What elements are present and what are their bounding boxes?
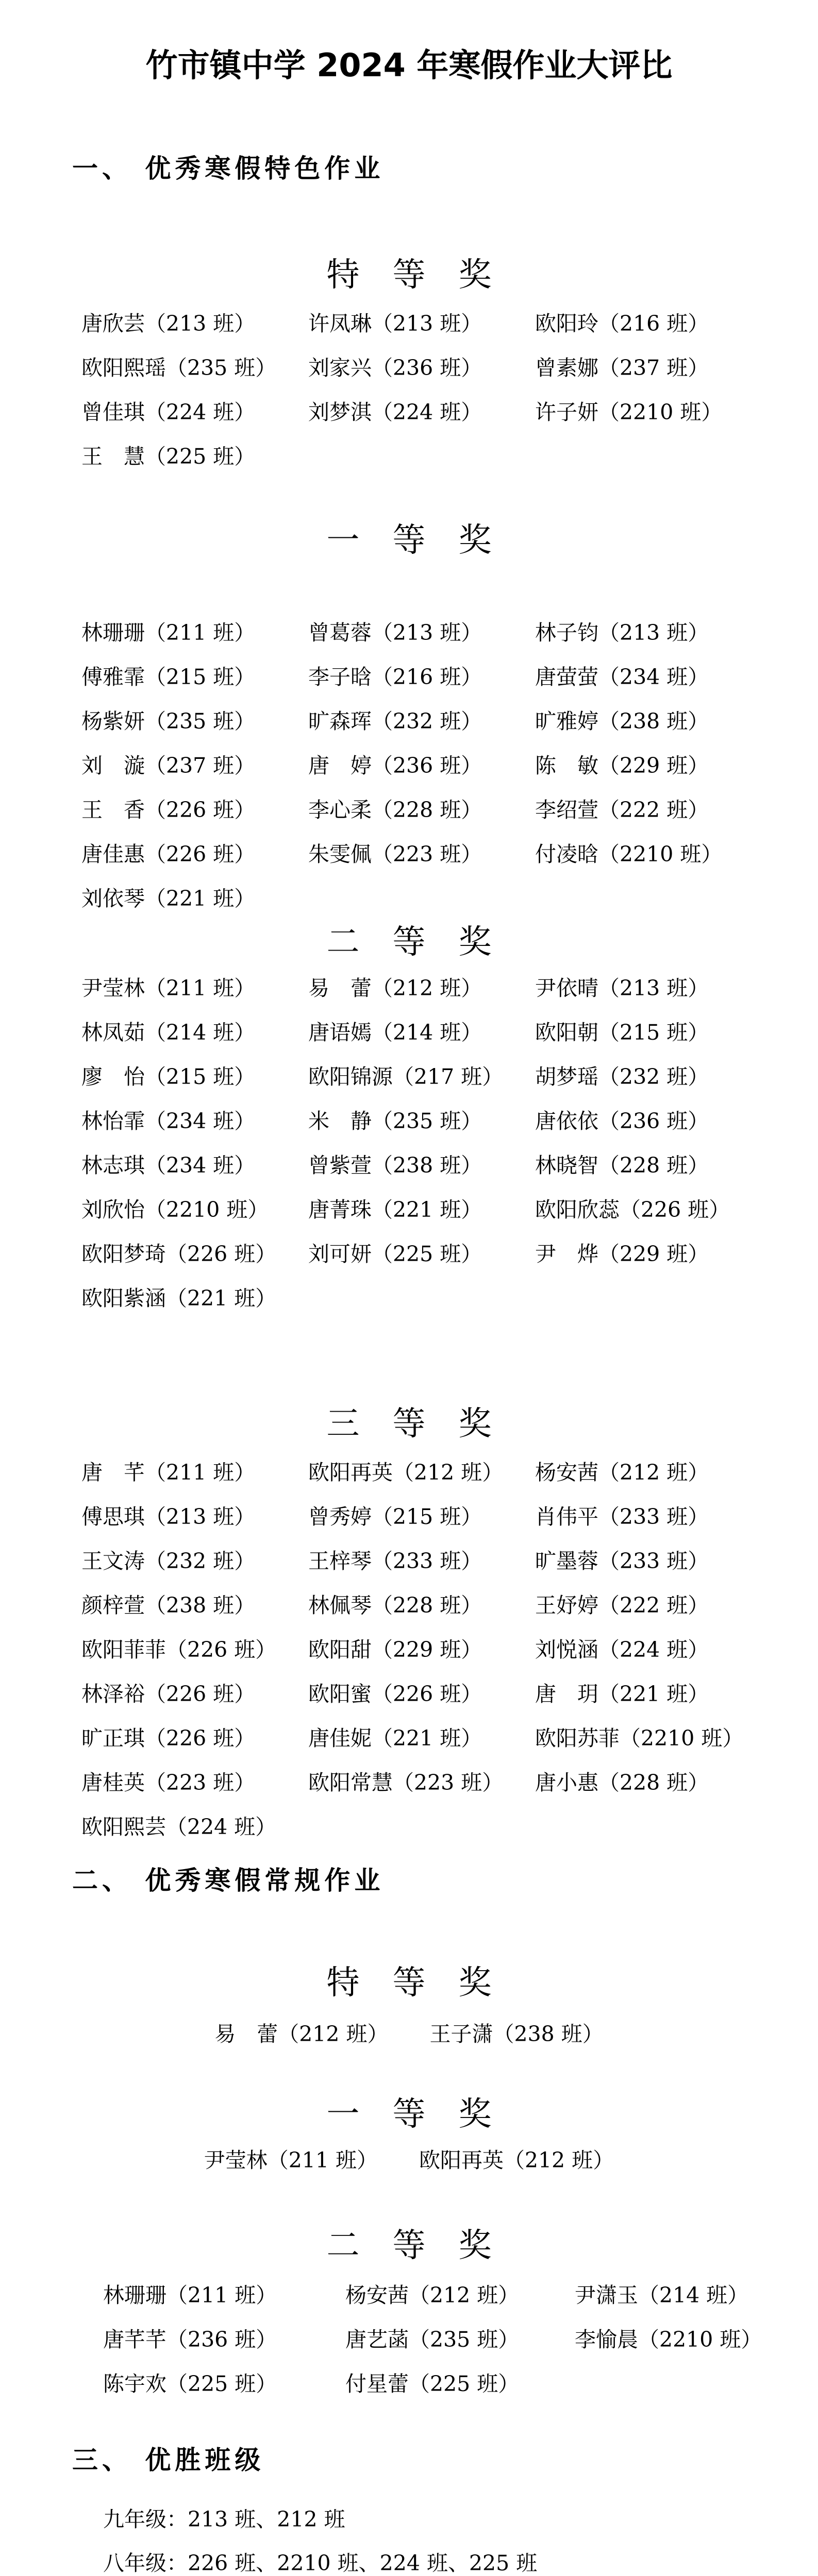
award-name: 颜梓萱（238 班） xyxy=(81,1593,256,1618)
award-name: 旷雅婷（238 班） xyxy=(535,709,709,734)
award-name: 林珊珊（211 班） xyxy=(103,2283,277,2308)
s1-special-award-title: 特等奖 xyxy=(326,256,525,294)
award-name: 欧阳蜜（226 班） xyxy=(308,1682,482,1706)
award-name: 易 蕾（212 班） xyxy=(214,2022,389,2046)
award-name: 唐语嫣（214 班） xyxy=(308,1020,482,1045)
award-name: 欧阳熙瑶（235 班） xyxy=(81,355,277,380)
award-name: 王梓琴（233 班） xyxy=(308,1549,482,1573)
award-name: 唐芊芊（236 班） xyxy=(103,2327,277,2352)
award-name: 林泽裕（226 班） xyxy=(81,1682,256,1706)
award-name: 米 静（235 班） xyxy=(308,1109,482,1133)
award-name: 刘悦涵（224 班） xyxy=(535,1637,709,1662)
award-name: 陈宇欢（225 班） xyxy=(103,2371,277,2396)
grade-line-8: 八年级：226 班、2210 班、224 班、225 班 xyxy=(103,2551,538,2575)
award-name: 尹依晴（213 班） xyxy=(535,976,709,1001)
s1-first-award-list xyxy=(81,611,762,921)
award-name: 欧阳苏菲（2210 班） xyxy=(535,1726,744,1751)
s1-special-award-list xyxy=(81,301,762,479)
award-name: 欧阳甜（229 班） xyxy=(308,1637,482,1662)
award-name: 许子妍（2210 班） xyxy=(535,400,723,425)
award-name: 杨安茜（212 班） xyxy=(535,1460,709,1485)
award-name: 欧阳锦源（217 班） xyxy=(308,1064,504,1089)
s1-second-award-title: 二等奖 xyxy=(326,923,525,961)
award-name: 李子晗（216 班） xyxy=(308,665,482,689)
section-1-heading: 一、 优秀寒假特色作业 xyxy=(72,153,385,183)
award-name: 曾佳琪（224 班） xyxy=(81,400,256,425)
award-name: 刘 漩（237 班） xyxy=(81,753,256,778)
award-name: 王文涛（232 班） xyxy=(81,1549,256,1573)
s2-special-award-list xyxy=(0,2012,818,2056)
section-2-heading: 二、 优秀寒假常规作业 xyxy=(72,1865,385,1895)
award-name: 廖 怡（215 班） xyxy=(81,1064,256,1089)
award-name: 唐欣芸（213 班） xyxy=(81,311,256,336)
s2-second-award-list xyxy=(103,2273,781,2406)
s1-third-award-title: 三等奖 xyxy=(326,1405,525,1443)
award-name: 王妤婷（222 班） xyxy=(535,1593,709,1618)
award-name: 林志琪（234 班） xyxy=(81,1153,256,1178)
award-name: 付凌晗（2210 班） xyxy=(535,842,723,867)
award-name: 尹潇玉（214 班） xyxy=(575,2283,749,2308)
s1-third-award-list xyxy=(81,1450,762,1849)
award-name: 旷森珲（232 班） xyxy=(308,709,482,734)
award-name: 李绍萱（222 班） xyxy=(535,798,709,822)
award-name: 欧阳菲菲（226 班） xyxy=(81,1637,277,1662)
award-name: 曾紫萱（238 班） xyxy=(308,1153,482,1178)
award-name: 刘欣怡（2210 班） xyxy=(81,1197,269,1222)
award-name: 胡梦瑶（232 班） xyxy=(535,1064,709,1089)
award-name: 尹莹林（211 班） xyxy=(204,2148,378,2173)
award-name: 傅思琪（213 班） xyxy=(81,1504,256,1529)
award-name: 刘家兴（236 班） xyxy=(308,355,482,380)
s2-special-award-title: 特等奖 xyxy=(326,1964,525,2002)
award-name: 尹 烨（229 班） xyxy=(535,1242,709,1266)
award-name: 唐佳惠（226 班） xyxy=(81,842,256,867)
award-name: 林子钧（213 班） xyxy=(535,620,709,645)
award-name: 李愉晨（2210 班） xyxy=(575,2327,762,2352)
award-name: 唐萤萤（234 班） xyxy=(535,665,709,689)
award-name: 王 慧（225 班） xyxy=(81,444,256,469)
award-name: 欧阳紫涵（221 班） xyxy=(81,1286,277,1311)
award-name: 许凤琳（213 班） xyxy=(308,311,482,336)
award-name: 刘可妍（225 班） xyxy=(308,1242,482,1266)
grade-line-9: 九年级：213 班、212 班 xyxy=(103,2507,345,2532)
s1-second-award-list xyxy=(81,966,762,1320)
award-name: 欧阳常慧（223 班） xyxy=(308,1770,504,1795)
award-name: 付星蕾（225 班） xyxy=(345,2371,520,2396)
award-name: 易 蕾（212 班） xyxy=(308,976,482,1001)
s2-second-award-title: 二等奖 xyxy=(326,2227,525,2265)
award-name: 唐佳妮（221 班） xyxy=(308,1726,482,1751)
s2-first-award-list xyxy=(0,2138,818,2182)
award-name: 欧阳熙芸（224 班） xyxy=(81,1815,277,1839)
award-name: 曾秀婷（215 班） xyxy=(308,1504,482,1529)
award-name: 林珊珊（211 班） xyxy=(81,620,256,645)
award-name: 欧阳朝（215 班） xyxy=(535,1020,709,1045)
award-name: 朱雯佩（223 班） xyxy=(308,842,482,867)
award-name: 曾葛蓉（213 班） xyxy=(308,620,482,645)
award-name: 刘梦淇（224 班） xyxy=(308,400,482,425)
award-name: 唐 婷（236 班） xyxy=(308,753,482,778)
award-name: 唐小惠（228 班） xyxy=(535,1770,709,1795)
award-name: 唐 玥（221 班） xyxy=(535,1682,709,1706)
award-name: 旷墨蓉（233 班） xyxy=(535,1549,709,1573)
award-name: 唐艺菡（235 班） xyxy=(345,2327,520,2352)
award-name: 唐菁珠（221 班） xyxy=(308,1197,482,1222)
award-name: 林凤茹（214 班） xyxy=(81,1020,256,1045)
award-name: 王子潇（238 班） xyxy=(429,2022,604,2046)
award-name: 唐桂英（223 班） xyxy=(81,1770,256,1795)
award-name: 林晓智（228 班） xyxy=(535,1153,709,1178)
award-name: 尹莹林（211 班） xyxy=(81,976,256,1001)
award-name: 唐 芊（211 班） xyxy=(81,1460,256,1485)
award-name: 欧阳再英（212 班） xyxy=(419,2148,614,2173)
page-title: 竹市镇中学 2024 年寒假作业大评比 xyxy=(145,46,673,84)
award-name: 陈 敏（229 班） xyxy=(535,753,709,778)
award-name: 欧阳再英（212 班） xyxy=(308,1460,504,1485)
award-name: 欧阳梦琦（226 班） xyxy=(81,1242,277,1266)
award-name: 李心柔（228 班） xyxy=(308,798,482,822)
s2-first-award-title: 一等奖 xyxy=(326,2095,525,2133)
award-name: 刘依琴（221 班） xyxy=(81,886,256,911)
award-name: 林怡霏（234 班） xyxy=(81,1109,256,1133)
award-name: 傅雅霏（215 班） xyxy=(81,665,256,689)
section-3-heading: 三、 优胜班级 xyxy=(72,2445,265,2475)
award-name: 肖伟平（233 班） xyxy=(535,1504,709,1529)
award-name: 旷正琪（226 班） xyxy=(81,1726,256,1751)
award-name: 曾素娜（237 班） xyxy=(535,355,709,380)
award-name: 杨安茜（212 班） xyxy=(345,2283,520,2308)
award-name: 唐依依（236 班） xyxy=(535,1109,709,1133)
award-name: 欧阳欣蕊（226 班） xyxy=(535,1197,730,1222)
award-name: 欧阳玲（216 班） xyxy=(535,311,709,336)
award-name: 林佩琴（228 班） xyxy=(308,1593,482,1618)
award-name: 王 香（226 班） xyxy=(81,798,256,822)
s1-first-award-title: 一等奖 xyxy=(326,521,525,560)
award-name: 杨紫妍（235 班） xyxy=(81,709,256,734)
